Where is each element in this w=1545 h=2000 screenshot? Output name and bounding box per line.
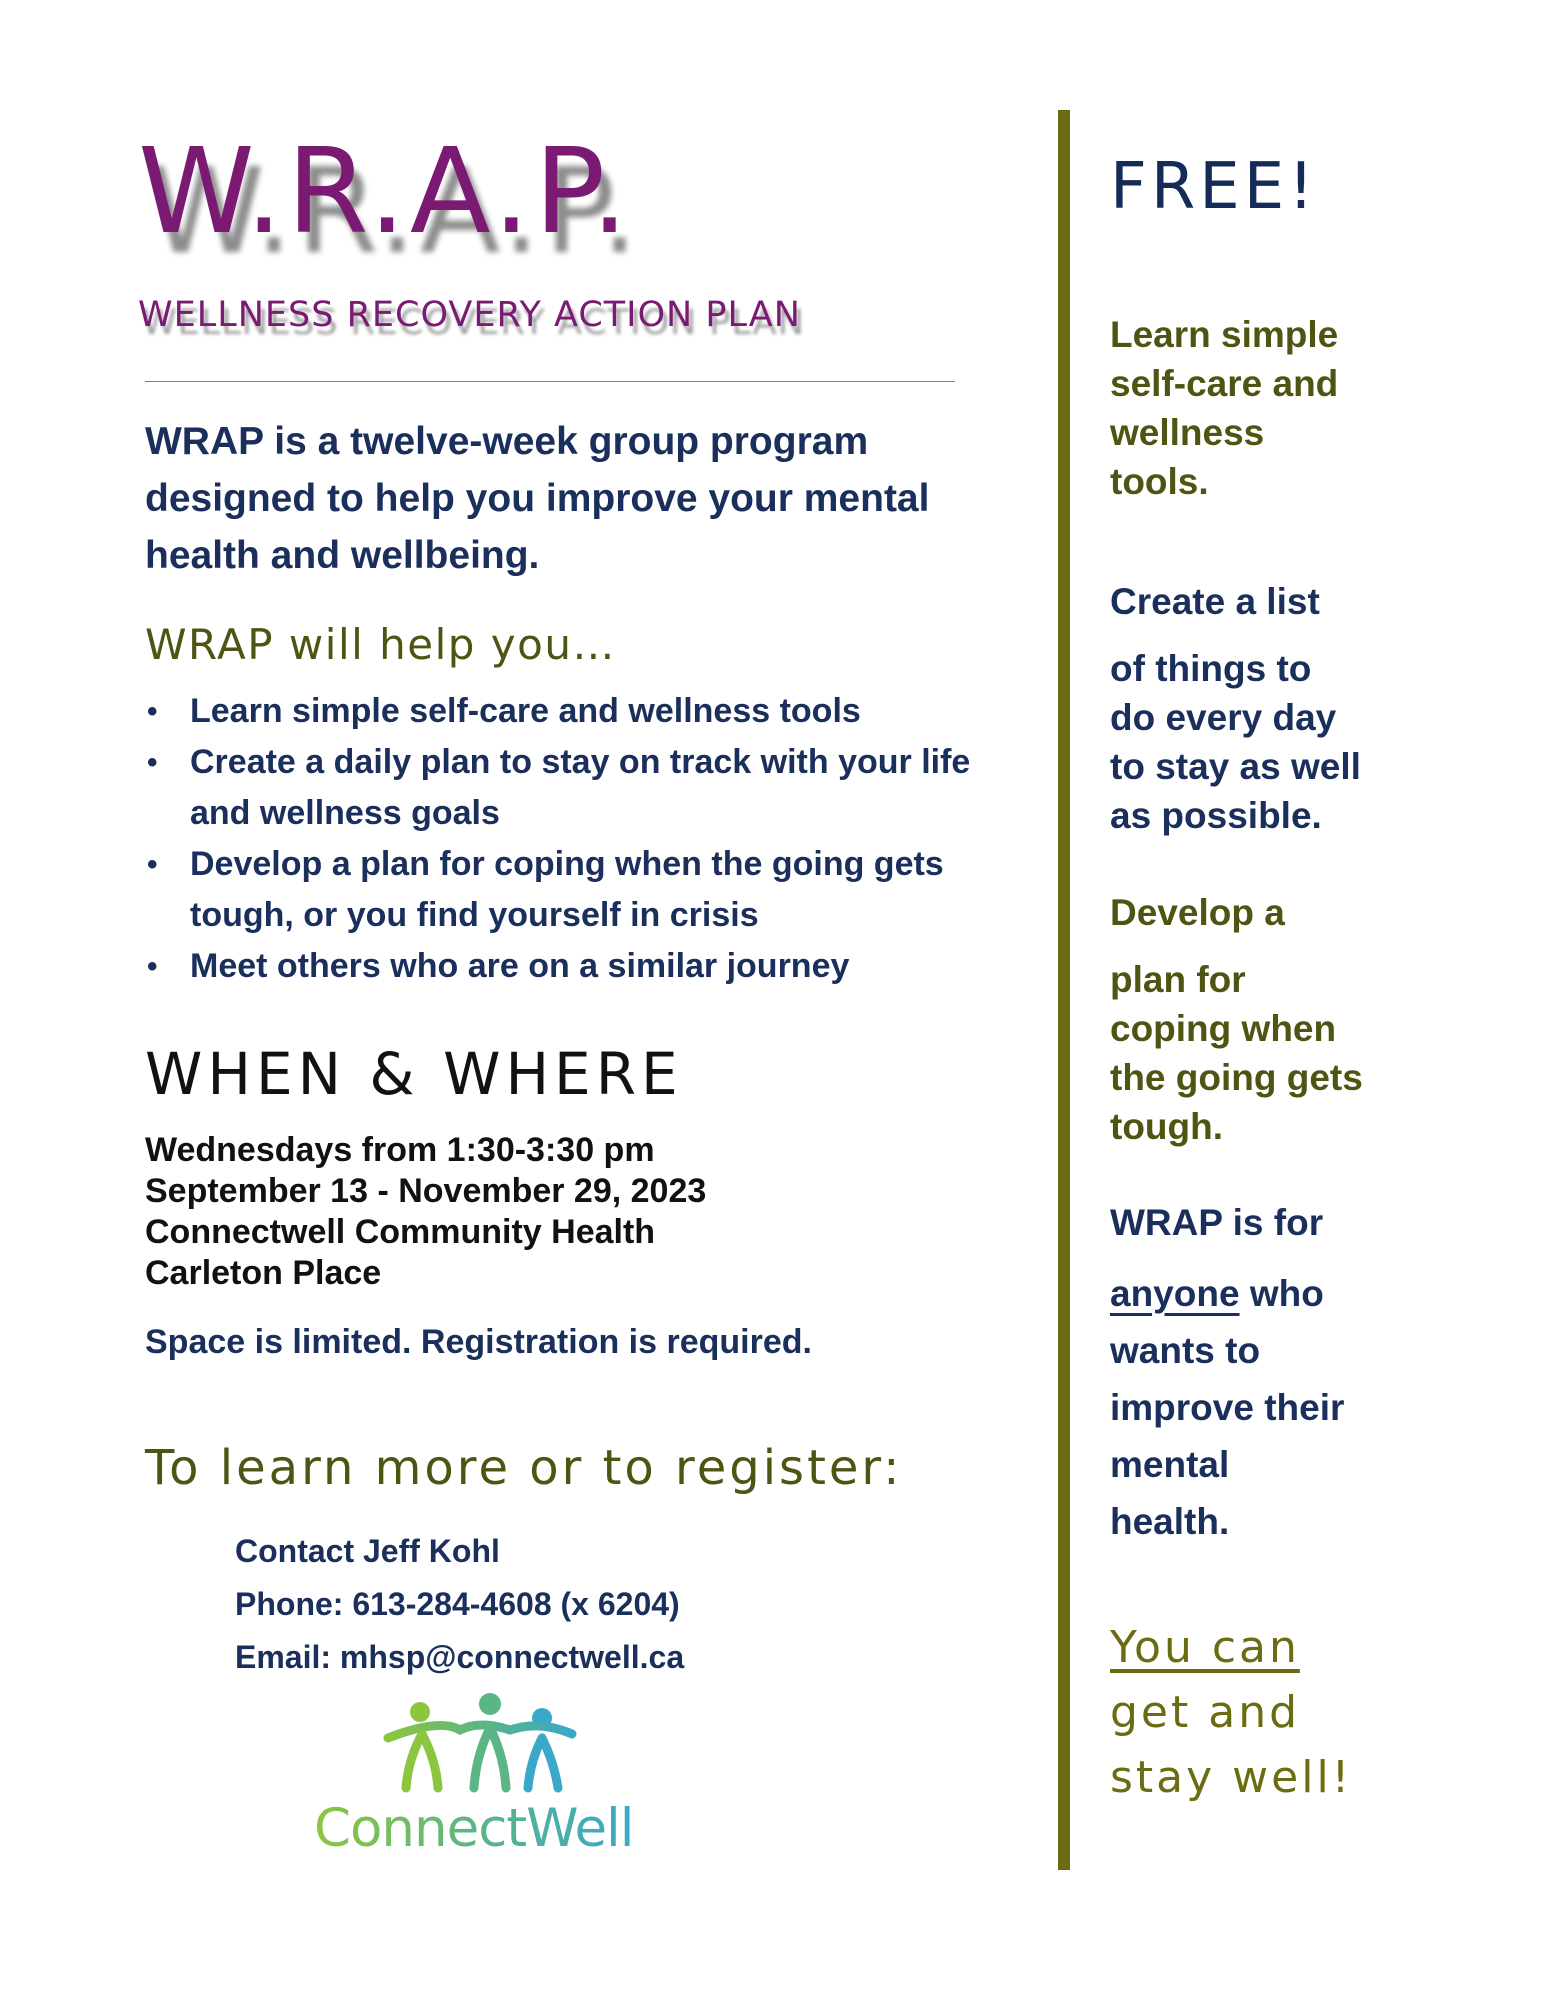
sidebar-line: Learn simple	[1110, 314, 1339, 355]
bullet-icon: •	[147, 746, 158, 779]
connectwell-logo	[310, 1690, 650, 1865]
schedule-town: Carleton Place	[145, 1254, 382, 1292]
list-item	[145, 941, 985, 992]
list-item-text: Develop a plan for coping when the going gets tough, or you find yourself in crisis	[190, 845, 944, 934]
vertical-divider	[1058, 110, 1070, 1870]
when-where-heading: WHEN & WHERE	[145, 1040, 683, 1108]
contact-phone[interactable]: Phone: 613-284-4608 (x 6204)	[235, 1586, 680, 1622]
list-item	[145, 839, 985, 941]
logo-wordmark: ConnectWell	[314, 1798, 634, 1859]
sidebar-line: mental	[1110, 1444, 1230, 1485]
benefits-list	[145, 686, 985, 992]
help-heading: WRAP will help you…	[145, 620, 616, 669]
closing-line: stay well!	[1110, 1752, 1353, 1803]
bullet-icon: •	[147, 848, 158, 881]
sidebar-line: self-care and	[1110, 363, 1339, 404]
contact-name: Contact Jeff Kohl	[235, 1533, 500, 1569]
sidebar-line: improve their	[1110, 1387, 1345, 1428]
page-subtitle: WELLNESS RECOVERY ACTION PLAN	[138, 295, 801, 335]
sidebar-block-tools	[1110, 310, 1400, 506]
sidebar-line: coping when	[1110, 1008, 1337, 1049]
list-item-text: Create a daily plan to stay on track with your life and wellness goals	[190, 743, 971, 832]
intro-paragraph: WRAP is a twelve-week group program designed to help you improve your mental health and wellbeing.	[145, 420, 930, 577]
sidebar-line: wellness	[1110, 412, 1265, 453]
sidebar-line: tools.	[1110, 461, 1209, 502]
sidebar-block-list	[1110, 577, 1400, 840]
registration-note: Space is limited. Registration is required.	[145, 1323, 812, 1361]
closing-line: You can	[1110, 1622, 1300, 1673]
closing-line: get and	[1110, 1687, 1301, 1738]
sidebar-line: tough.	[1110, 1106, 1224, 1147]
free-heading: FREE!	[1110, 150, 1318, 224]
sidebar-line: WRAP is for	[1110, 1202, 1324, 1243]
schedule-dates: September 13 - November 29, 2023	[145, 1172, 707, 1210]
sidebar-line: the going gets	[1110, 1057, 1363, 1098]
sidebar-line: plan for	[1110, 959, 1246, 1000]
list-item-text: Meet others who are on a similar journey	[190, 947, 850, 985]
list-item-text: Learn simple self-care and wellness tools	[190, 692, 861, 730]
sidebar-line: as possible.	[1110, 795, 1322, 836]
list-item	[145, 737, 985, 839]
sidebar-line: wants to	[1110, 1330, 1261, 1371]
bullet-icon: •	[147, 695, 158, 728]
schedule-venue: Connectwell Community Health	[145, 1213, 656, 1251]
bullet-icon: •	[147, 950, 158, 983]
closing-message	[1110, 1615, 1352, 1810]
divider	[145, 381, 955, 382]
sidebar-line: do every day	[1110, 697, 1337, 738]
page-title: W.R.A.P.	[138, 122, 633, 260]
sidebar-line: of things to	[1110, 648, 1312, 689]
sidebar-line	[1110, 1265, 1400, 1322]
sidebar-line: Develop a	[1110, 892, 1285, 933]
emphasis-text: anyone	[1110, 1273, 1240, 1314]
sidebar-line: health.	[1110, 1501, 1230, 1542]
sidebar-line: to stay as well	[1110, 746, 1361, 787]
list-item	[145, 686, 985, 737]
sidebar-line-rest: who	[1239, 1273, 1324, 1314]
sidebar-block-coping	[1110, 888, 1400, 1151]
sidebar-block-anyone	[1110, 1198, 1400, 1550]
schedule-details	[145, 1130, 706, 1294]
learn-more-heading: To learn more or to register:	[145, 1440, 903, 1496]
sidebar-line: Create a list	[1110, 581, 1320, 622]
schedule-day-time: Wednesdays from 1:30-3:30 pm	[145, 1131, 655, 1169]
people-logo-icon	[310, 1690, 650, 1800]
contact-email[interactable]: Email: mhsp@connectwell.ca	[235, 1639, 685, 1675]
contact-block	[235, 1525, 684, 1684]
